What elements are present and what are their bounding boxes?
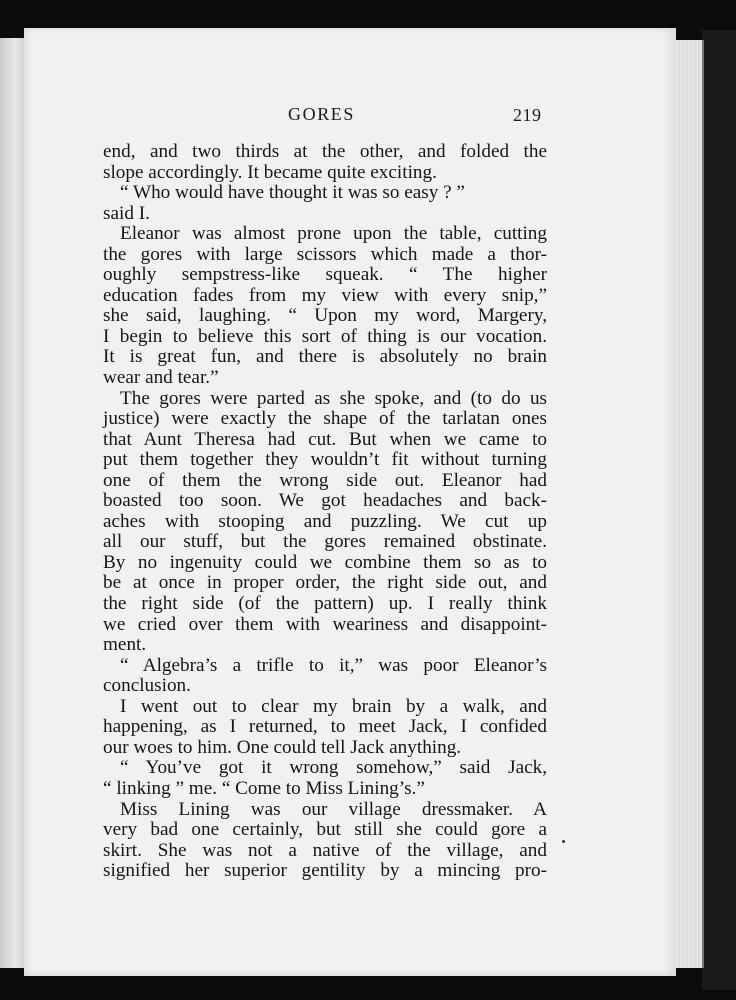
text-line: wear and tear.” <box>103 367 219 389</box>
running-head: GORES <box>288 104 356 124</box>
text-line: that Aunt Theresa had cut. But when we came to <box>103 428 547 450</box>
ink-speck <box>562 840 565 843</box>
text-line: signified her superior gentility by a mincing pro- <box>103 860 547 882</box>
text-line: the gores with large scissors which made a thor- <box>103 243 547 265</box>
text-line: justice) were exactly the shape of the tarlatan ones <box>103 408 547 430</box>
page-stack-edge <box>676 40 704 968</box>
text-line: “ You’ve got it wrong somehow,” said Jack, <box>120 757 547 779</box>
text-line: end, and two thirds at the other, and folded the <box>103 141 547 162</box>
text-line: It is great fun, and there is absolutely no brain <box>103 346 547 368</box>
text-line: By no ingenuity could we combine them so as to <box>103 551 547 573</box>
text-line: ment. <box>103 634 147 656</box>
text-line: I begin to believe this sort of thing is our vocation. <box>103 325 547 347</box>
text-line: conclusion. <box>103 675 191 697</box>
text-line: Miss Lining was our village dressmaker. A <box>120 798 547 820</box>
book-cover-edge <box>702 30 736 990</box>
text-line: “ linking ” me. “ Come to Miss Lining’s.” <box>103 777 425 799</box>
text-line: “ Algebra’s a trifle to it,” was poor Eleanor’s <box>120 654 547 676</box>
text-line: our woes to him. One could tell Jack anything. <box>103 736 462 758</box>
text-line: Eleanor was almost prone upon the table, cutting <box>120 223 547 245</box>
text-line: said I. <box>103 202 150 224</box>
text-line: skirt. She was not a native of the village, and <box>103 839 547 861</box>
text-line: education fades from my view with every snip,” <box>103 284 547 306</box>
text-line: all our stuff, but the gores remained obstinate. <box>103 531 547 553</box>
text-line: boasted too soon. We got headaches and back- <box>103 490 547 512</box>
text-line: oughly sempstress-like squeak. “ The higher <box>103 264 547 286</box>
text-line: be at once in proper order, the right side out, and <box>103 572 547 594</box>
text-line: we cried over them with weariness and disappoint- <box>103 613 547 635</box>
text-line: one of them the wrong side out. Eleanor had <box>103 469 547 491</box>
text-line: happening, as I returned, to meet Jack, I confided <box>103 716 547 738</box>
text-line: I went out to clear my brain by a walk, and <box>120 695 547 717</box>
page-header <box>0 104 736 134</box>
text-line: she said, laughing. “ Upon my word, Margery, <box>103 305 547 327</box>
previous-page-edge <box>0 38 25 968</box>
text-line: The gores were parted as she spoke, and (to do us <box>120 387 547 409</box>
text-line: put them together they wouldn’t fit without turning <box>103 449 547 471</box>
text-line: slope accordingly. It became quite exciting. <box>103 161 437 183</box>
text-line: very bad one certainly, but still she could gore a <box>103 819 547 841</box>
text-line: aches with stooping and puzzling. We cut up <box>103 510 547 532</box>
text-line: “ Who would have thought it was so easy ? ” <box>120 182 465 204</box>
body-text <box>103 142 547 882</box>
page-number: 219 <box>513 105 542 125</box>
text-line: the right side (of the pattern) up. I really think <box>103 593 547 615</box>
